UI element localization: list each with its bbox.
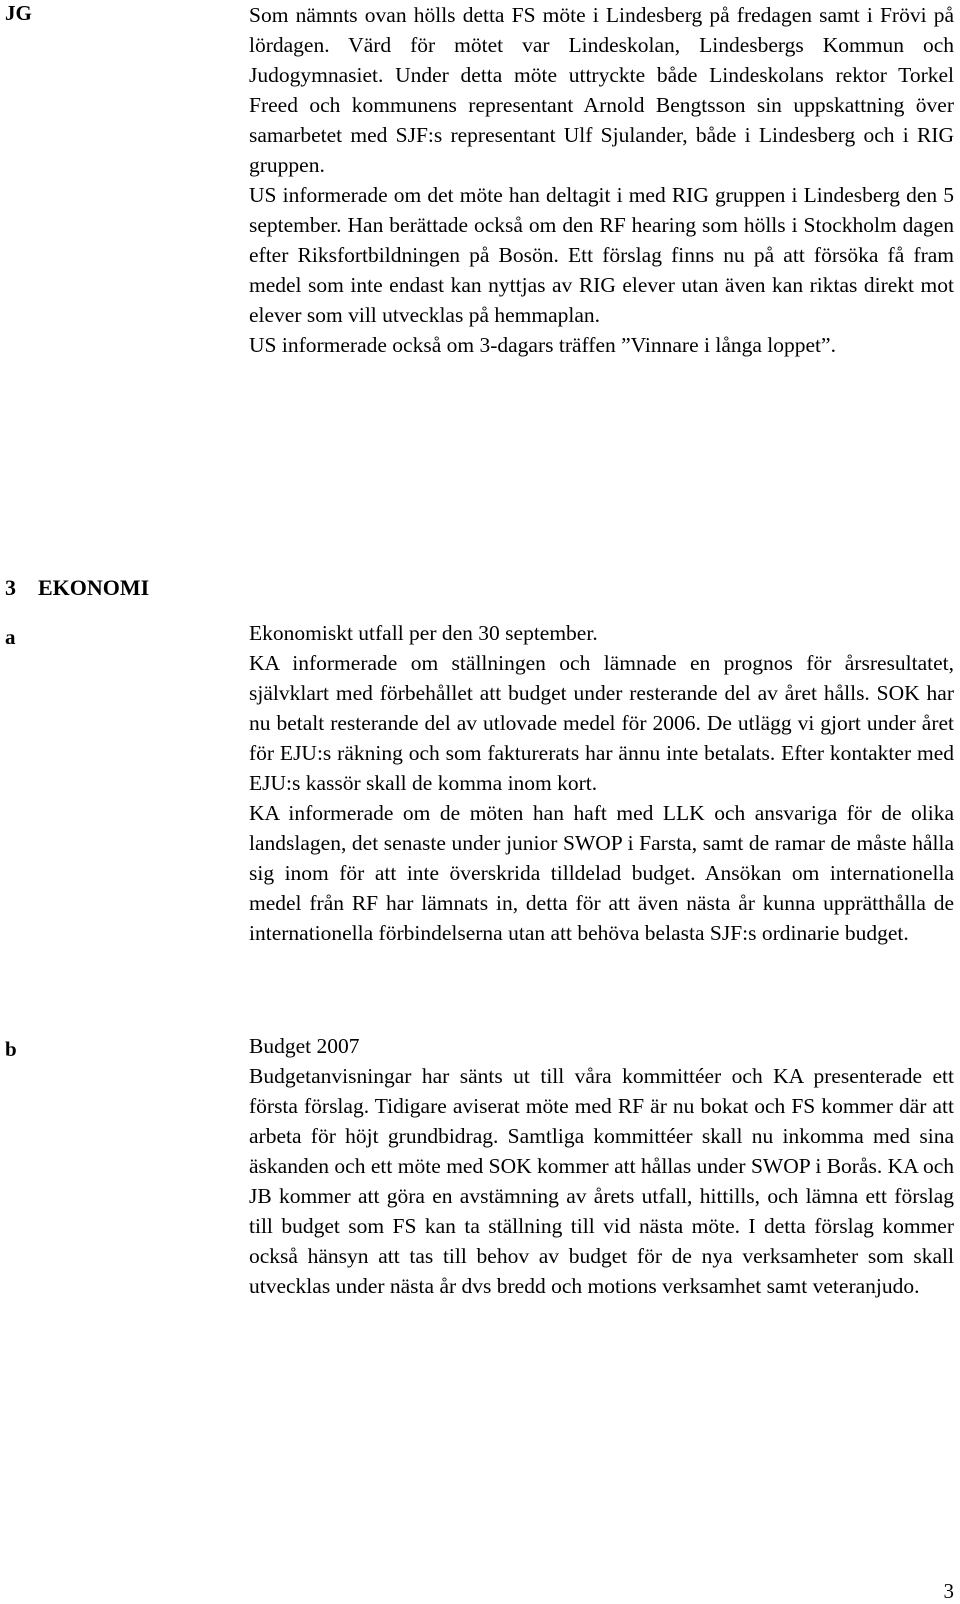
- jg-paragraph-1: Som nämnts ovan hölls detta FS möte i Lindesberg på fredagen samt i Frövi på lördagen. Värd för mötet var Lindeskolan, Lindesbergs Kommun och Judogymnasiet. Under detta möte uttryckte både Lindeskolans rektor Torkel Freed och kommunens representant Arnold Bengtsson sin uppskattning över samarbetet med SJF:s representant Ulf Sjulander, både i Lindesberg och i RIG gruppen.: [249, 3, 954, 177]
- page-number: 3: [943, 1579, 954, 1603]
- jg-paragraph-2: US informerade om det möte han deltagit i med RIG gruppen i Lindesberg den 5 september. Han berättade också om den RF hearing som hölls i Stockholm dagen efter Riksfortbildningen på Bosön. Ett förslag finns nu på att försöka få fram medel som inte endast kan nyttjas av RIG elever utan även kan riktas direkt mot elever som vill utvecklas på hemmaplan.: [249, 183, 954, 327]
- section-number: 3: [5, 575, 16, 600]
- section-label-jg: JG: [5, 1, 32, 25]
- item-a-paragraph-2: KA informerade om de möten han haft med LLK och ansvariga för de olika landslagen, det senaste under junior SWOP i Farsta, samt de ramar de måste hålla sig inom för att inte överskrida tilldelad budget. Ansökan om internationella medel från RF har lämnats in, detta för att även nästa år kunna upprätthålla de internationella förbindelserna utan att behöva belasta SJF:s ordinarie budget.: [249, 801, 954, 945]
- item-label-b: b: [5, 1037, 17, 1061]
- item-label-a: a: [5, 625, 16, 649]
- item-a-title: Ekonomiskt utfall per den 30 september.: [249, 621, 598, 645]
- section-title: EKONOMI: [38, 575, 150, 600]
- item-b-paragraph-1: Budgetanvisningar har sänts ut till våra kommittéer och KA presenterade ett första förslag. Tidigare aviserat möte med RF är nu bokat och FS kommer där att arbeta för höjt grundbidrag. Samtliga kommittéer skall nu inkomma med sina äskanden och ett möte med SOK kommer att hållas under SWOP i Borås. KA och JB kommer att göra en avstämning av årets utfall, hittills, och lämna ett förslag till budget som FS kan ta ställning till vid nästa möte. I detta förslag kommer också hänsyn att tas till behov av budget för de nya verksamheter som skall utvecklas under nästa år dvs bredd och motions verksamhet samt veteranjudo.: [249, 1064, 954, 1298]
- item-a-paragraph-1: KA informerade om ställningen och lämnade en prognos för årsresultatet, självklart med förbehållet att budget under resterande del av året hålls. SOK har nu betalt resterande del av utlovade medel för 2006. De utlägg vi gjort under året för EJU:s räkning och som fakturerats har ännu inte betalats. Efter kontakter med EJU:s kassör skall de komma inom kort.: [249, 651, 954, 795]
- jg-section-body: [249, 0, 954, 360]
- item-b-body: [249, 1031, 954, 1301]
- jg-paragraph-3: US informerade också om 3-dagars träffen ”Vinnare i långa loppet”.: [249, 333, 836, 357]
- item-a-body: [249, 618, 954, 948]
- section-heading-ekonomi: [5, 573, 149, 603]
- item-b-title: Budget 2007: [249, 1034, 360, 1058]
